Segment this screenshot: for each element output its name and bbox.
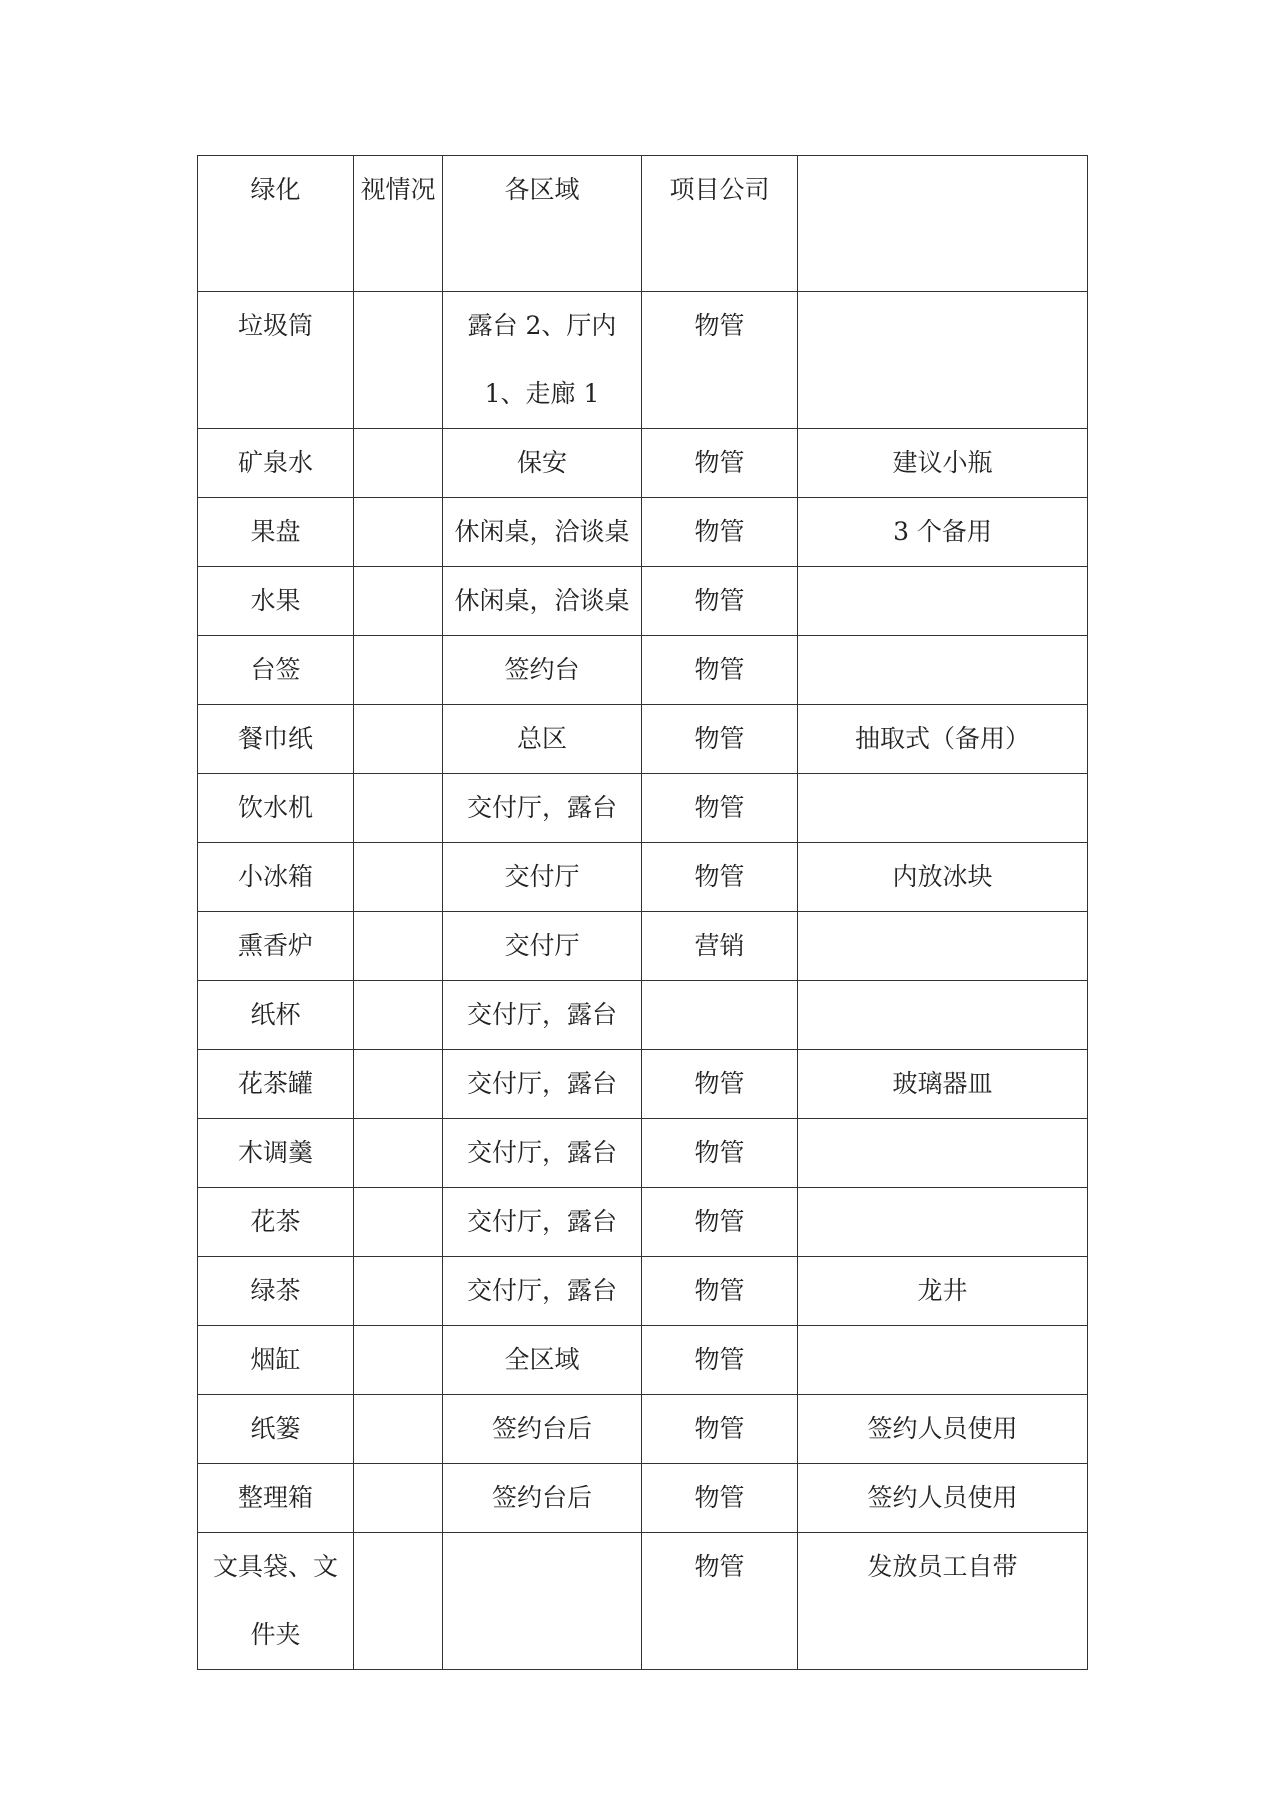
owner-cell: 物管 xyxy=(642,705,798,774)
area-cell: 全区域 xyxy=(443,1326,642,1395)
table-row xyxy=(198,156,1088,292)
owner-cell: 物管 xyxy=(642,1188,798,1257)
owner-cell: 物管 xyxy=(642,843,798,912)
table-row xyxy=(198,292,1088,429)
item-cell: 矿泉水 xyxy=(198,429,354,498)
owner-cell: 物管 xyxy=(642,1326,798,1395)
owner-cell: 物管 xyxy=(642,774,798,843)
qty-cell xyxy=(354,1326,443,1395)
item-cell: 花茶 xyxy=(198,1188,354,1257)
note-cell: 签约人员使用 xyxy=(798,1464,1088,1533)
table-row xyxy=(198,705,1088,774)
item-cell: 熏香炉 xyxy=(198,912,354,981)
note-cell xyxy=(798,981,1088,1050)
area-cell: 签约台 xyxy=(443,636,642,705)
table-row xyxy=(198,1188,1088,1257)
qty-cell: 视情况 xyxy=(354,156,443,292)
table-row xyxy=(198,636,1088,705)
note-cell: 内放冰块 xyxy=(798,843,1088,912)
item-cell: 木调羹 xyxy=(198,1119,354,1188)
owner-cell: 物管 xyxy=(642,636,798,705)
qty-cell xyxy=(354,429,443,498)
area-cell: 交付厅，露台 xyxy=(443,1119,642,1188)
item-cell: 整理箱 xyxy=(198,1464,354,1533)
area-cell: 签约台后 xyxy=(443,1395,642,1464)
area-cell: 保安 xyxy=(443,429,642,498)
item-cell: 绿化 xyxy=(198,156,354,292)
qty-cell xyxy=(354,774,443,843)
owner-cell: 项目公司 xyxy=(642,156,798,292)
area-cell: 签约台后 xyxy=(443,1464,642,1533)
area-cell: 交付厅，露台 xyxy=(443,1050,642,1119)
note-cell xyxy=(798,636,1088,705)
table-row xyxy=(198,1050,1088,1119)
qty-cell xyxy=(354,981,443,1050)
area-cell: 休闲桌，洽谈桌 xyxy=(443,498,642,567)
note-cell xyxy=(798,1188,1088,1257)
qty-cell xyxy=(354,1050,443,1119)
owner-cell: 物管 xyxy=(642,1257,798,1326)
owner-cell: 物管 xyxy=(642,1050,798,1119)
area-cell: 交付厅，露台 xyxy=(443,981,642,1050)
area-cell: 休闲桌，洽谈桌 xyxy=(443,567,642,636)
item-cell: 果盘 xyxy=(198,498,354,567)
items-table xyxy=(197,155,1088,1670)
note-cell: 抽取式（备用） xyxy=(798,705,1088,774)
qty-cell xyxy=(354,912,443,981)
item-cell: 纸杯 xyxy=(198,981,354,1050)
item-cell: 台签 xyxy=(198,636,354,705)
table-row xyxy=(198,912,1088,981)
area-cell: 交付厅，露台 xyxy=(443,774,642,843)
table-row xyxy=(198,1119,1088,1188)
item-cell: 烟缸 xyxy=(198,1326,354,1395)
item-cell: 水果 xyxy=(198,567,354,636)
note-cell: 建议小瓶 xyxy=(798,429,1088,498)
owner-cell: 营销 xyxy=(642,912,798,981)
table-row xyxy=(198,1464,1088,1533)
area-cell: 各区域 xyxy=(443,156,642,292)
area-cell xyxy=(443,1533,642,1670)
note-cell: 签约人员使用 xyxy=(798,1395,1088,1464)
owner-cell: 物管 xyxy=(642,1395,798,1464)
item-cell: 纸篓 xyxy=(198,1395,354,1464)
owner-cell: 物管 xyxy=(642,1119,798,1188)
area-cell: 总区 xyxy=(443,705,642,774)
qty-cell xyxy=(354,567,443,636)
item-cell: 花茶罐 xyxy=(198,1050,354,1119)
qty-cell xyxy=(354,498,443,567)
table-row xyxy=(198,1326,1088,1395)
qty-cell xyxy=(354,1188,443,1257)
owner-cell: 物管 xyxy=(642,292,798,429)
area-cell: 交付厅 xyxy=(443,912,642,981)
qty-cell xyxy=(354,1464,443,1533)
note-cell xyxy=(798,1119,1088,1188)
table-row xyxy=(198,567,1088,636)
owner-cell xyxy=(642,981,798,1050)
document-page xyxy=(197,155,1087,1670)
qty-cell xyxy=(354,1119,443,1188)
owner-cell: 物管 xyxy=(642,498,798,567)
owner-cell: 物管 xyxy=(642,429,798,498)
owner-cell: 物管 xyxy=(642,1533,798,1670)
qty-cell xyxy=(354,636,443,705)
table-row xyxy=(198,1533,1088,1670)
area-cell: 交付厅 xyxy=(443,843,642,912)
table-row xyxy=(198,1257,1088,1326)
table-row xyxy=(198,981,1088,1050)
owner-cell: 物管 xyxy=(642,1464,798,1533)
qty-cell xyxy=(354,1533,443,1670)
item-cell: 小冰箱 xyxy=(198,843,354,912)
table-row xyxy=(198,774,1088,843)
qty-cell xyxy=(354,1257,443,1326)
item-cell: 文具袋、文件夹 xyxy=(198,1533,354,1670)
note-cell xyxy=(798,567,1088,636)
qty-cell xyxy=(354,1395,443,1464)
note-cell: 3 个备用 xyxy=(798,498,1088,567)
area-cell: 交付厅，露台 xyxy=(443,1257,642,1326)
qty-cell xyxy=(354,292,443,429)
note-cell xyxy=(798,1326,1088,1395)
owner-cell: 物管 xyxy=(642,567,798,636)
note-cell xyxy=(798,912,1088,981)
item-cell: 餐巾纸 xyxy=(198,705,354,774)
note-cell xyxy=(798,156,1088,292)
note-cell xyxy=(798,292,1088,429)
item-cell: 垃圾筒 xyxy=(198,292,354,429)
note-cell xyxy=(798,774,1088,843)
note-cell: 发放员工自带 xyxy=(798,1533,1088,1670)
qty-cell xyxy=(354,705,443,774)
note-cell: 龙井 xyxy=(798,1257,1088,1326)
table-row xyxy=(198,843,1088,912)
table-row xyxy=(198,498,1088,567)
table-row xyxy=(198,429,1088,498)
item-cell: 绿茶 xyxy=(198,1257,354,1326)
table-row xyxy=(198,1395,1088,1464)
note-cell: 玻璃器皿 xyxy=(798,1050,1088,1119)
area-cell: 露台 2、厅内 1、走廊 1 xyxy=(443,292,642,429)
area-cell: 交付厅，露台 xyxy=(443,1188,642,1257)
item-cell: 饮水机 xyxy=(198,774,354,843)
qty-cell xyxy=(354,843,443,912)
